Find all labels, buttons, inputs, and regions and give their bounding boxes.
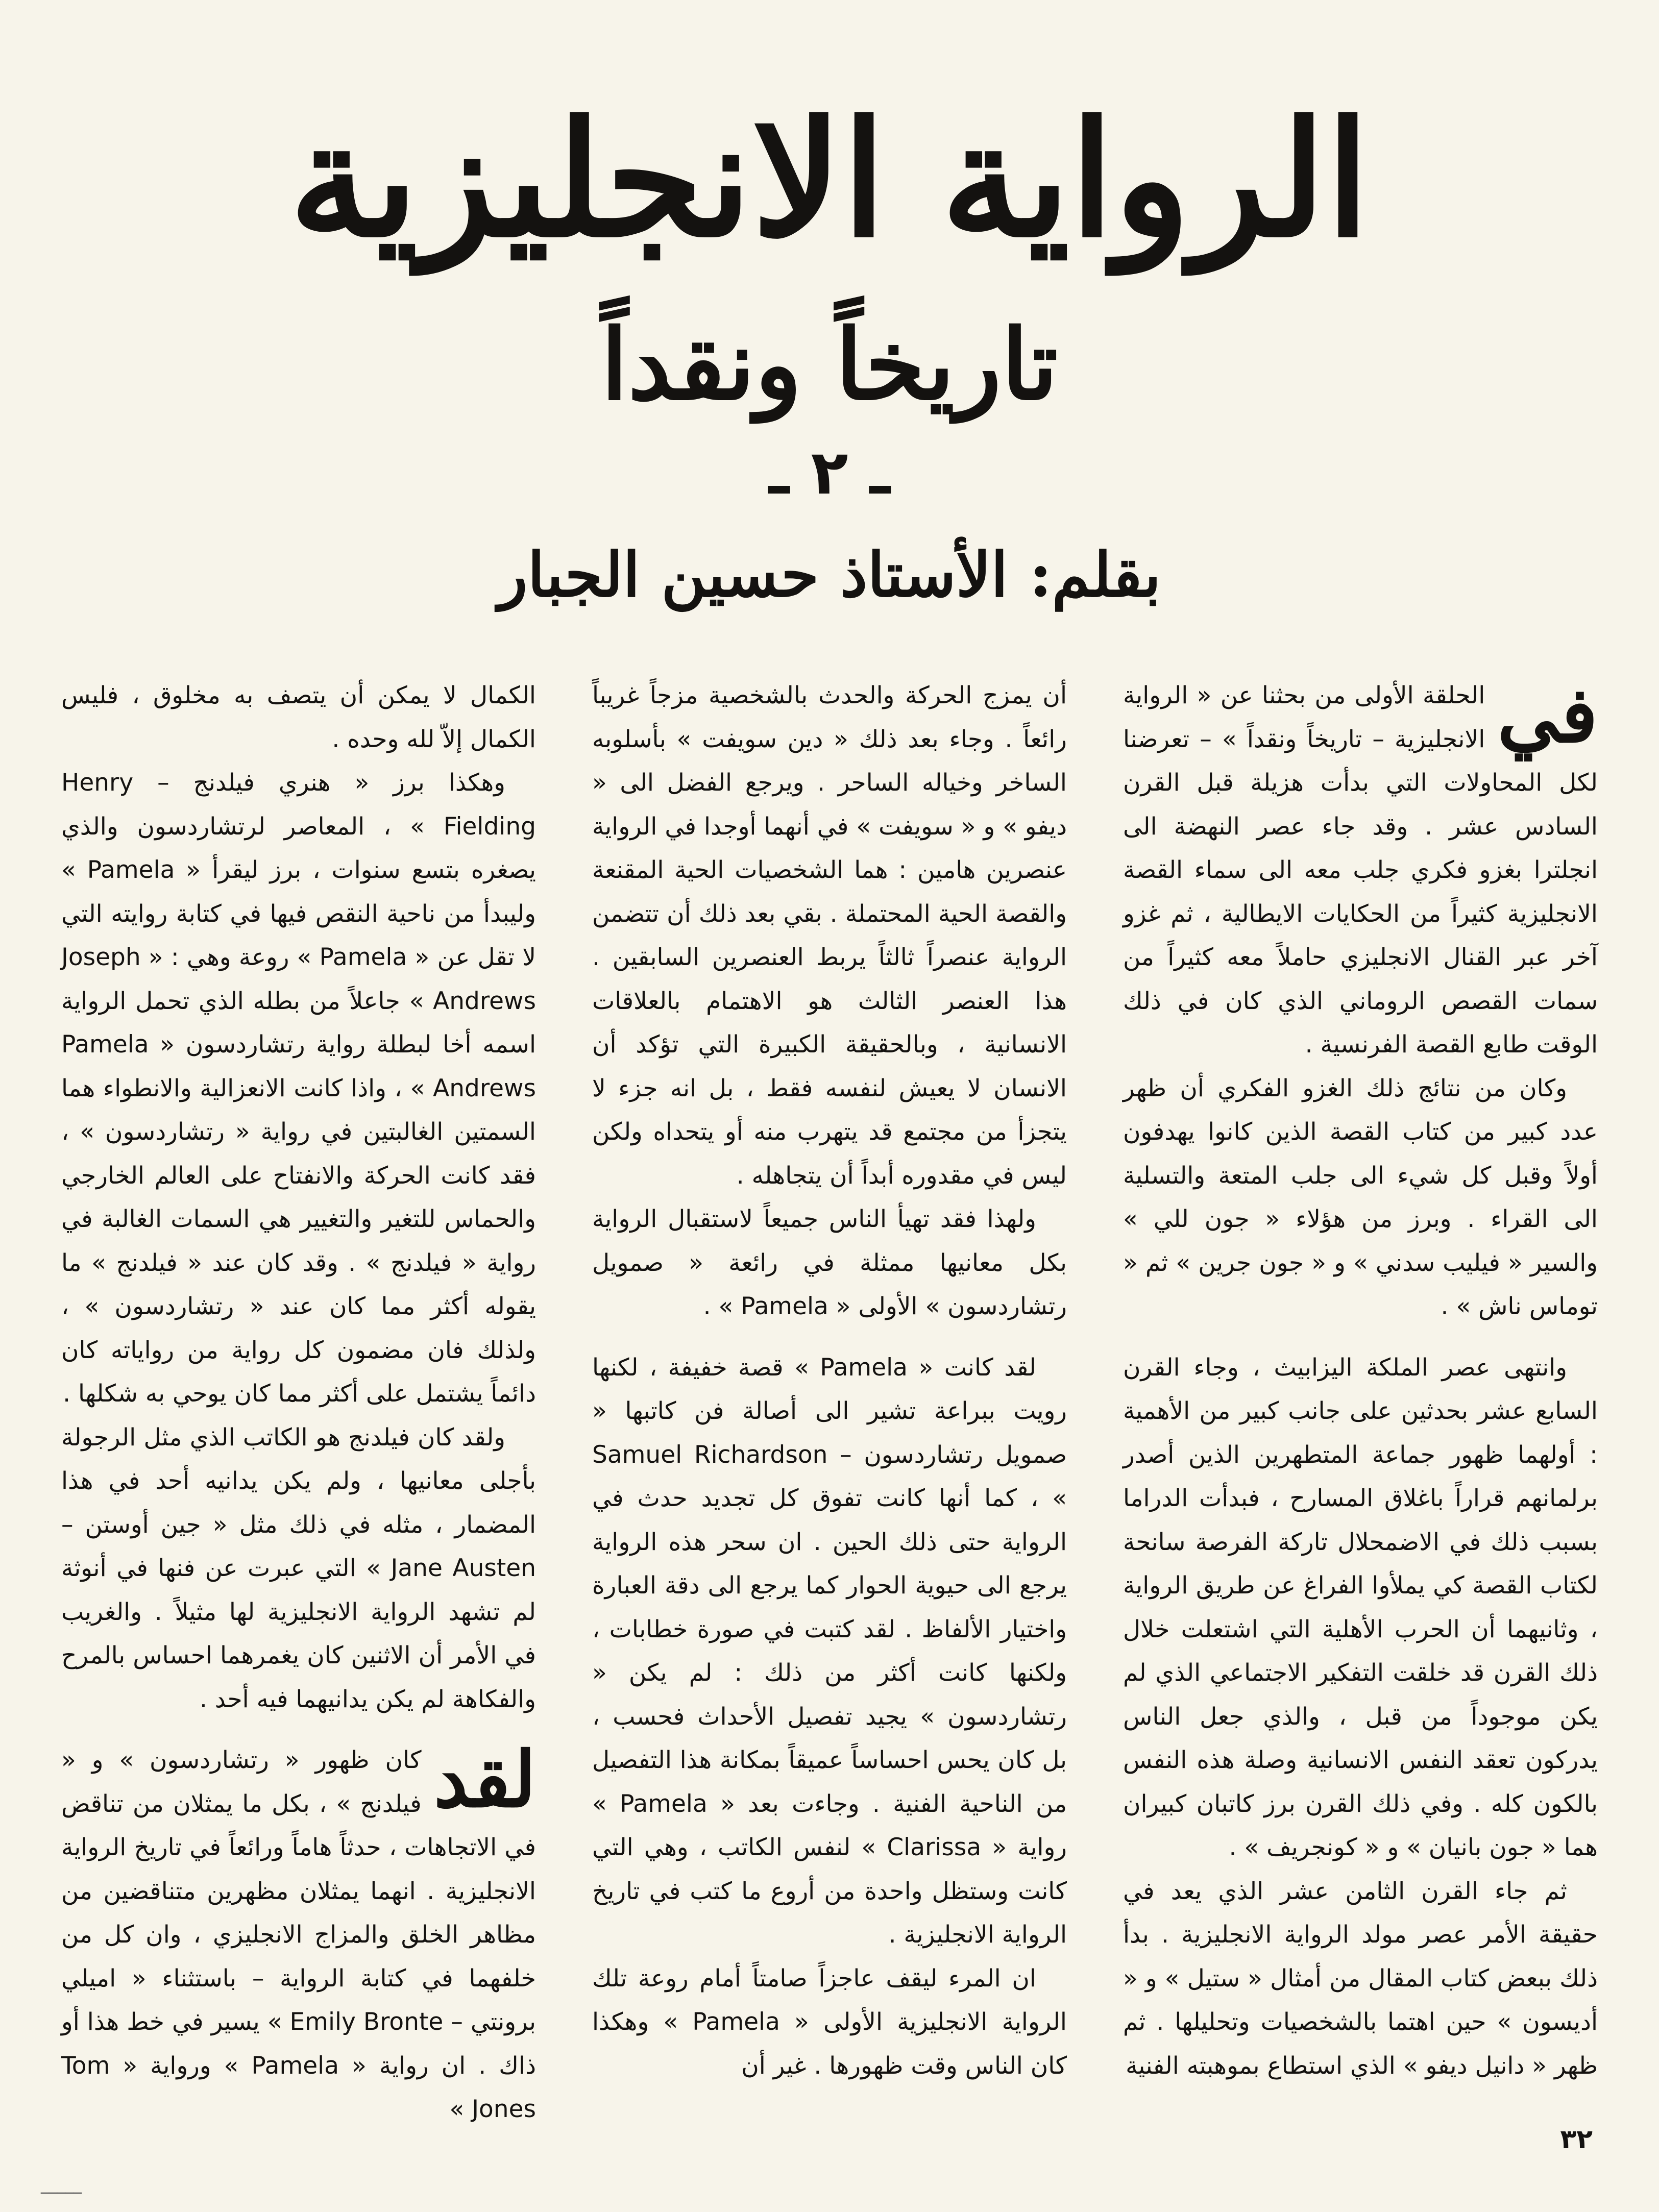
author-byline: بقلم: الأستاذ حسين الجبار — [498, 539, 1161, 611]
column-middle — [592, 674, 1067, 2108]
drop-cap: لقد — [433, 1735, 536, 1825]
paragraph — [61, 1735, 536, 2131]
paragraph: ثم جاء القرن الثامن عشر الذي يعد في حقيقة الأمر عصر مولد الرواية الانجليزية . بدأ ذلك ببعض كتاب المقال من أمثال « ستيل » و « أديسون » حين اهتما بالشخصيات وتحليلها . ثم ظهر « دانيل ديفو » الذي استطاع بموهبته الفنية — [1123, 1877, 1598, 2080]
drop-cap: في — [1497, 670, 1598, 760]
page-number: ٣٢ — [1560, 2124, 1593, 2155]
paragraph: لقد كانت « Pamela » قصة خفيفة ، لكنها رويت ببراعة تشير الى أصالة فن كاتبها « صمويل رتشاردسون – Samuel Richardson » ، كما أنها كانت تفوق كل تجديد حدث في الرواية حتى ذلك الحين . ان سحر هذه الرواية يرجع الى حيوية الحوار كما يرجع الى دقة العبارة واختيار الألفاظ . لقد كتبت في صورة خطابات ، ولكنها كانت أكثر من ذلك : لم يكن « رتشاردسون » يجيد تفصيل الأحداث فحسب ، بل كان يحس احساساً عميقاً بمكانة هذا التفصيل من الناحية الفنية . وجاءت بعد « Pamela » رواية « Clarissa » لنفس الكاتب ، وهي التي كانت وستظل واحدة من أروع ما كتب في تاريخ الرواية الانجليزية . — [592, 1353, 1067, 1949]
article-title: الرواية الانجليزية — [289, 87, 1370, 273]
paragraph: وهكذا برز « هنري فيلدنج – Henry Fielding » ، المعاصر لرتشاردسون والذي يصغره بتسع سنوات ، برز ليقرأ « Pamela » وليبدأ من ناحية النقص فيها في كتابة روايته التي لا تقل عن « Pamela » روعة وهي : « Joseph Andrews » جاعلاً من بطله الذي تحمل الرواية اسمه أخا لبطلة رواية رتشاردسون « Pamela Andrews » ، واذا كانت الانعزالية والانطواء هما السمتين الغالبتين في رواية « رتشاردسون » ، فقد كانت الحركة والانفتاح على العالم الخارجي والحماس للتغير والتغيير هي السمات الغالبة في رواية « فيلدنج » . وقد كان عند « فيلدنج » ما يقوله أكثر مما كان عند « رتشاردسون » ، ولذلك فان مضمون كل رواية من رواياته كان دائماً يشتمل على أكثر مما كان يوحي به شكلها . — [61, 769, 536, 1408]
paragraph: أن يمزج الحركة والحدث بالشخصية مزجاً غريباً رائعاً . وجاء بعد ذلك « دين سويفت » بأسلوبه الساخر وخياله الساحر . ويرجع الفضل الى « ديفو » و « سويفت » في أنهما أوجدا في الرواية عنصرين هامين : هما الشخصيات الحية المقنعة والقصة الحية المحتملة . بقي بعد ذلك أن تتضمن الرواية عنصراً ثالثاً يربط العنصرين السابقين . هذا العنصر الثالث هو الاهتمام بالعلاقات الانسانية ، وبالحقيقة الكبيرة التي تؤكد أن الانسان لا يعيش لنفسه فقط ، بل انه جزء لا يتجزأ من مجتمع قد يتهرب منه أو يتحداه ولكن ليس في مقدوره أبداً أن يتجاهله . — [592, 681, 1067, 1190]
article-body — [61, 670, 1598, 2123]
part-number: ـ ٢ ـ — [768, 437, 891, 508]
paragraph: ولقد كان فيلدنج هو الكاتب الذي مثل الرجولة بأجلى معانيها ، ولم يكن يدانيه أحد في هذا المضمار ، مثله في ذلك مثل « جين أوستن – Jane Austen » التي عبرت عن فنها في أنوثة لم تشهد الرواية الانجليزية لها مثيلاً . والغريب في الأمر أن الاثنين كان يغمرهما احساس بالمرح والفكاهة لم يكن يدانيهما فيه أحد . — [61, 1423, 536, 1713]
column-left — [61, 674, 536, 2123]
footer-mark: ‾‾‾‾‾ — [41, 2190, 82, 2209]
paragraph: وكان من نتائج ذلك الغزو الفكري أن ظهر عدد كبير من كتاب القصة الذين كانوا يهدفون أولاً وقبل كل شيء الى جلب المتعة والتسلية الى القراء . وبرز من هؤلاء « جون للي » والسير « فيليب سدني » و « جون جرين » ثم « توماس ناش » . — [1123, 1074, 1598, 1320]
article-subtitle: تاريخاً ونقداً — [601, 308, 1058, 422]
paragraph-text: كان ظهور « رتشاردسون » و « فيلدنج » ، بكل ما يمثلان من تناقض في الاتجاهات ، حدثاً هاماً ورائعاً في تاريخ الرواية الانجليزية . انهما يمثلان مظهرين متناقضين من مظاهر الخلق والمزاج الانجليزي ، وان كل من خلفهما في كتابة الرواية – باستثناء « اميلي برونتي – Emily Bronte » يسير في خط هذا أو ذاك . ان رواية « Pamela » ورواية « Tom Jones » — [61, 1746, 536, 2123]
paragraph: ان المرء ليقف عاجزاً صامتاً أمام روعة تلك الرواية الانجليزية الأولى « Pamela » وهكذا كان الناس وقت ظهورها . غير أن — [592, 1964, 1067, 2080]
paragraph: وانتهى عصر الملكة اليزابيث ، وجاء القرن السابع عشر بحدثين على جانب كبير من الأهمية : أولهما ظهور جماعة المتطهرين الذين أصدر برلمانهم قراراً باغلاق المسارح ، فبدأت الدراما بسبب ذلك في الاضمحلال تاركة الفرصة سانحة لكتاب القصة كي يملأوا الفراغ عن طريق الرواية ، وثانيهما أن الحرب الأهلية التي اشتعلت خلال ذلك القرن قد خلقت التفكير الاجتماعي الذي لم يكن موجوداً من قبل ، والذي جعل الناس يدركون تعقد النفس الانسانية وصلة هذه النفس بالكون كله . وفي ذلك القرن برز كاتبان كبيران هما « جون بانيان » و « كونجريف » . — [1123, 1353, 1598, 1861]
paragraph: ولهذا فقد تهيأ الناس جميعاً لاستقبال الرواية بكل معانيها ممثلة في رائعة « صمويل رتشاردسون » الأولى « Pamela » . — [592, 1205, 1067, 1320]
paragraph: الحلقة الأولى من بحثنا عن « الرواية الانجليزية – تاريخاً ونقداً » – تعرضنا لكل المحاولات التي بدأت هزيلة قبل القرن السادس عشر . وقد جاء عصر النهضة الى انجلترا بغزو فكري جلب معه الى سماء القصة الانجليزية كثيراً من الحكايات الايطالية ، ثم غزو آخر عبر القنال الانجليزي حاملاً معه كثيراً من سمات القصص الروماني الذي كان في ذلك الوقت طابع القصة الفرنسية . — [1123, 681, 1598, 1059]
paragraph: الكمال لا يمكن أن يتصف به مخلوق ، فليس الكمال إلاّ لله وحده . — [61, 681, 536, 753]
column-right — [1123, 670, 1598, 2108]
